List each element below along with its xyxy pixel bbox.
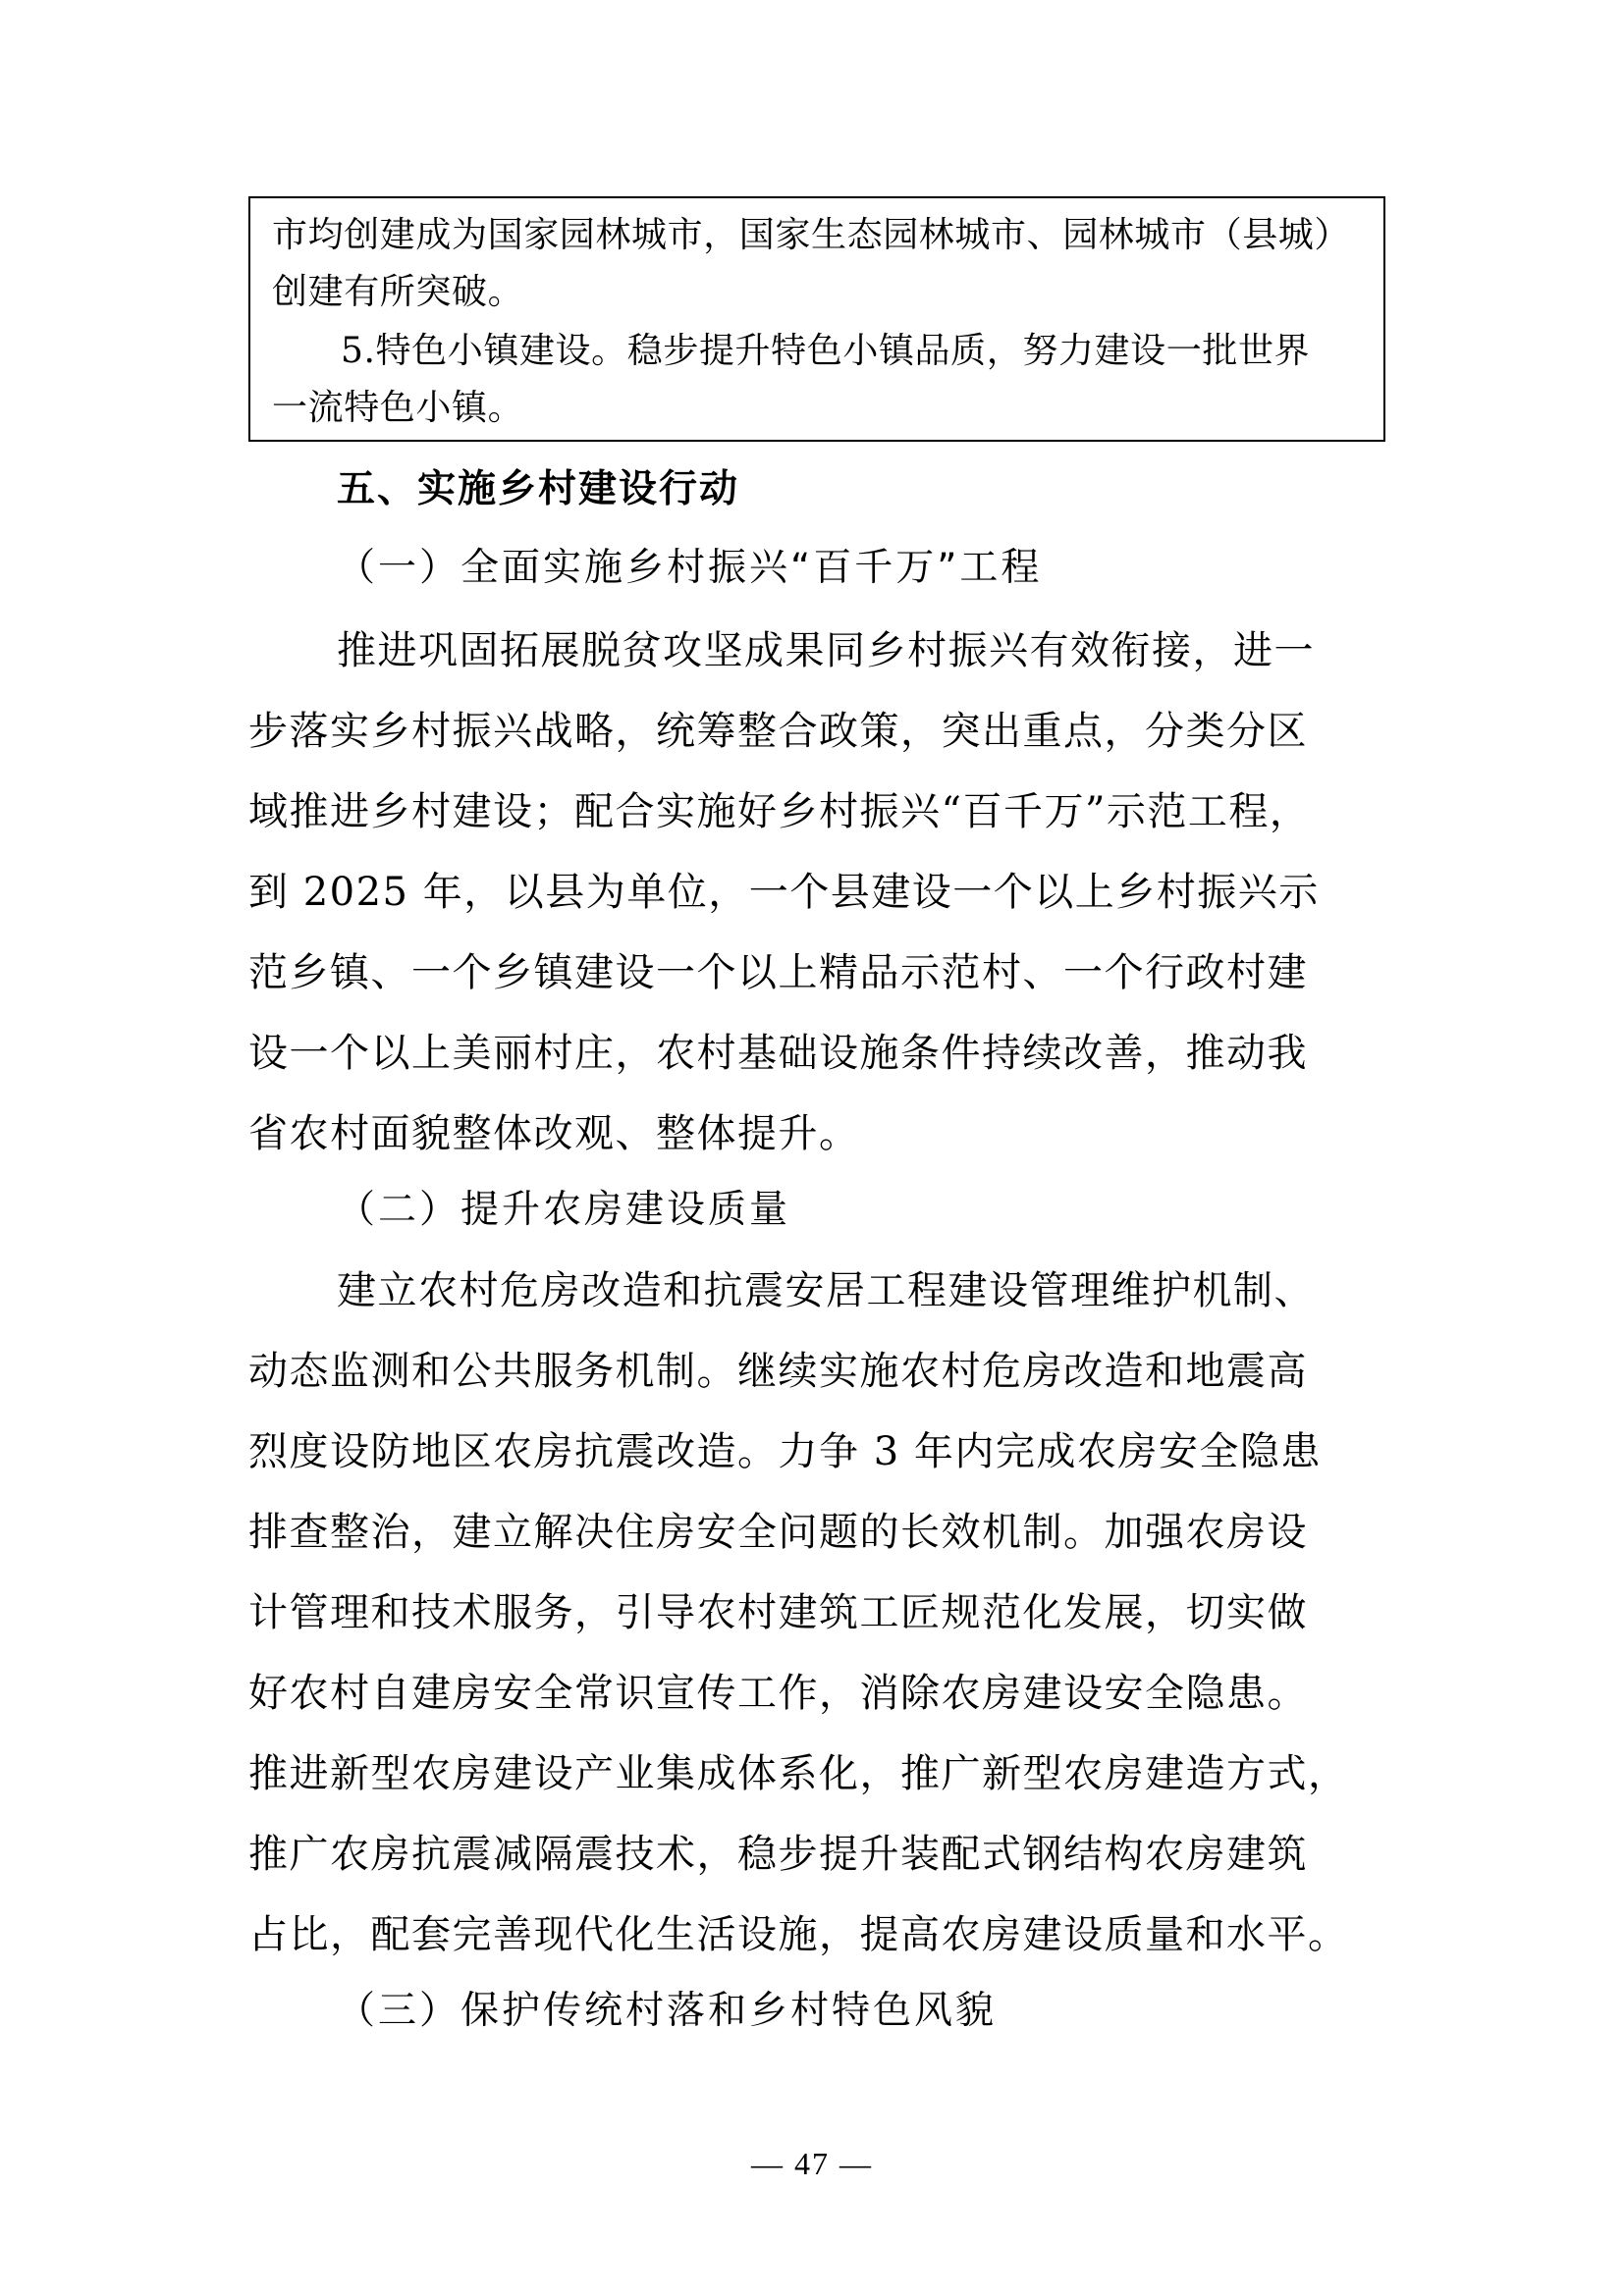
subsection-heading-1: （一）全面实施乡村振兴“百千万”工程 [337, 546, 1043, 590]
paragraph-line: 计管理和技术服务，引导农村建筑工匠规范化发展，切实做 [248, 1590, 1308, 1635]
paragraph-line: 排查整治，建立解决住房安全问题的长效机制。加强农房设 [248, 1510, 1308, 1555]
subsection-heading-2: （二）提升农房建设质量 [337, 1188, 791, 1232]
paragraph-line: 推进新型农房建设产业集成体系化，推广新型农房建造方式， [248, 1751, 1349, 1796]
boxed-text [248, 196, 1385, 442]
page-number: — 47 — [751, 2146, 873, 2181]
paragraph-line: 动态监测和公共服务机制。继续实施农村危房改造和地震高 [248, 1349, 1308, 1394]
paragraph-line: 推广农房抗震减隔震技术，稳步提升装配式钢结构农房建筑 [248, 1832, 1308, 1877]
section-heading: 五、实施乡村建设行动 [337, 467, 740, 511]
box-line: 市均创建成为国家园林城市，国家生态园林城市、园林城市（县城） [272, 215, 1351, 255]
paragraph-line: 占比，配套完善现代化生活设施，提高农房建设质量和水平。 [248, 1912, 1349, 1957]
box-line: 一流特色小镇。 [272, 388, 524, 428]
paragraph-line: 设一个以上美丽村庄，农村基础设施条件持续改善，推动我 [248, 1031, 1308, 1076]
box-line: 5.特色小镇建设。稳步提升特色小镇品质，努力建设一批世界 [341, 331, 1311, 371]
subsection-heading-3: （三）保护传统村落和乡村特色风貌 [337, 1989, 998, 2033]
paragraph-line: 步落实乡村振兴战略，统筹整合政策，突出重点，分类分区 [248, 709, 1308, 754]
paragraph-line: 到 2025 年，以县为单位，一个县建设一个以上乡村振兴示 [248, 870, 1320, 915]
paragraph-line: 范乡镇、一个乡镇建设一个以上精品示范村、一个行政村建 [248, 950, 1308, 995]
paragraph-line: 烈度设防地区农房抗震改造。力争 3 年内完成农房安全隐患 [248, 1429, 1322, 1474]
paragraph-line: 好农村自建房安全常识宣传工作，消除农房建设安全隐患。 [248, 1671, 1308, 1716]
paragraph-line: 推进巩固拓展脱贫攻坚成果同乡村振兴有效衔接，进一 [337, 628, 1315, 673]
paragraph-line: 省农村面貌整体改观、整体提升。 [248, 1111, 860, 1156]
box-line: 创建有所突破。 [272, 272, 524, 312]
paragraph-line: 域推进乡村建设；配合实施好乡村振兴“百千万”示范工程， [248, 789, 1311, 834]
paragraph-line: 建立农村危房改造和抗震安居工程建设管理维护机制、 [337, 1268, 1315, 1313]
